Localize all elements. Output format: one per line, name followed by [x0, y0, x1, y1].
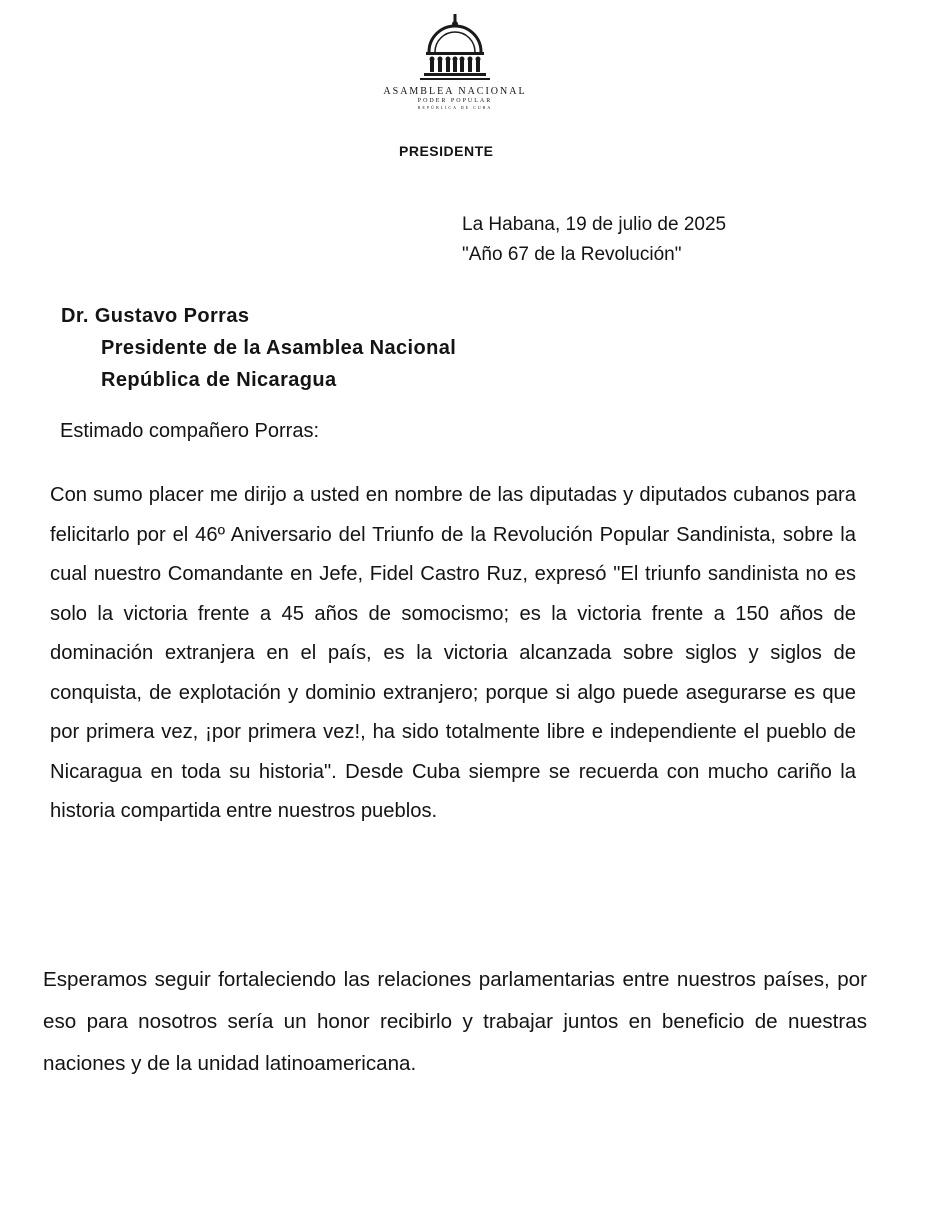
dateline [462, 210, 726, 270]
recipient-title: Presidente de la Asamblea Nacional [101, 337, 457, 359]
place-and-date: La Habana, 19 de julio de 2025 [462, 214, 727, 235]
organization-country: REPÚBLICA DE CUBA [417, 105, 493, 110]
organization-subtitle: PODER POPULAR [417, 98, 493, 104]
body-paragraph-1: Con sumo placer me dirijo a usted en nombre de las diputadas y diputados cubanos para felicitarlo por el 46º Aniversario del Triunfo de la Revolución Popular Sandinista, sobre la cual nuestro Comandante en Jefe, Fidel Castro Ruz, expresó "El triunfo sandinista no es solo la victoria frente a 45 años de somocismo; es la victoria frente a 150 años de dominación extranjera en el país, es la victoria alcanzada sobre siglos y siglos de conquista, de explotación y dominio extranjero; porque si algo puede asegurarse es que por primera vez, ¡por primera vez!, ha sido totalmente libre e independiente el pueblo de Nicaragua en toda su historia". Desde Cuba siempre se recuerda con mucho cariño la historia compartida entre nuestros pueblos. [50, 484, 856, 822]
office-heading: PRESIDENTE [399, 143, 494, 159]
recipient-country: República de Nicaragua [101, 369, 337, 391]
letterhead [360, 12, 550, 110]
salutation: Estimado compañero Porras: [60, 420, 320, 442]
year-motto: "Año 67 de la Revolución" [462, 244, 682, 265]
organization-name: ASAMBLEA NACIONAL [383, 86, 527, 97]
body-paragraph-2: Esperamos seguir fortaleciendo las relaciones parlamentarias entre nuestros países, por eso para nosotros sería un honor recibirlo y trabajar juntos en beneficio de nuestras naciones y de la unidad latinoamericana. [43, 968, 867, 1075]
recipient-block [61, 300, 456, 396]
recipient-name: Dr. Gustavo Porras [61, 305, 250, 327]
capitol-emblem-icon [420, 12, 490, 84]
